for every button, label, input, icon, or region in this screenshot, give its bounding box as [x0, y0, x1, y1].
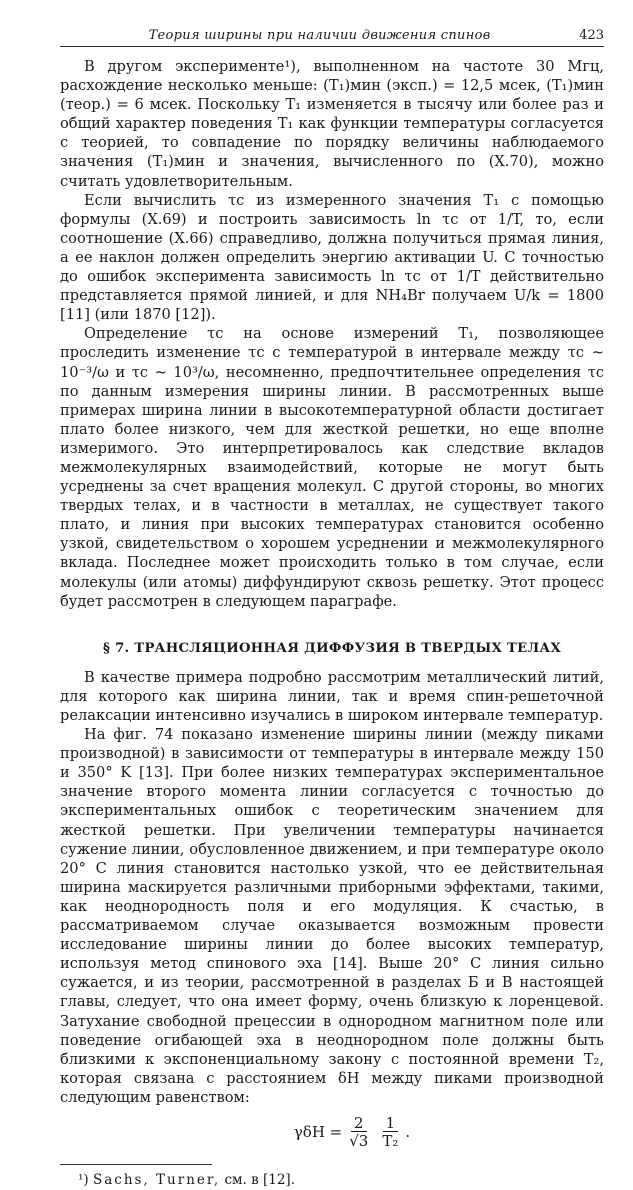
running-title: Теория ширины при наличии движения спинов	[148, 28, 491, 43]
paragraph: Определение τc на основе измерений T₁, позволяющее проследить изменение τc с температурой в интервале между τc ~ 10⁻³/ω и τc ~ 10³/ω, несомненно, предпочтительнее определения τc по данным измерения ширины линии. В рассмотренных выше примерах ширина линии в высокотемпературной области достигает плато более низкого, чем для жесткой решетки, но еще вполне измеримого. Это интерпретировалось как следствие вкладов межмолекулярных взаимодействий, которые не могут быть усреднены за счет вращения молекул. С другой стороны, во многих твердых телах, и в частности в металлах, не существует такого плато, и линия при высоких температурах становится особенно узкой, свидетельством о хорошем усреднении и межмолекулярного вклада. Последнее может происходить только в том случае, если молекулы (или атомы) диффундируют сквозь решетку. Этот процесс будет рассмотрен в следующем параграфе.	[60, 325, 604, 610]
equation	[100, 1115, 604, 1150]
fraction-denominator: T₂	[382, 1131, 399, 1150]
footnote	[60, 1171, 604, 1190]
running-header	[60, 28, 604, 47]
fraction-denominator: √3	[349, 1131, 369, 1150]
equation-period: .	[405, 1122, 411, 1141]
footnote-reference: см. в [12].	[224, 1171, 295, 1188]
fraction-one-over-t2	[379, 1115, 401, 1150]
fraction-numerator: 2	[351, 1115, 367, 1132]
footnote-authors: Sachs, Turner,	[92, 1171, 221, 1188]
paragraph: На фиг. 74 показано изменение ширины линии (между пиками производной) в зависимости от температуры в интервале между 150 и 350° K [13]. При более низких температурах экспериментальное значение второго момента линии согласуется с точностью до экспериментальных ошибок с теоретическим значением для жесткой решетки. При увеличении температуры начинается сужение линии, обусловленное движением, и при температуре около 20° C линия становится настолько узкой, что ее действительная ширина маскируется различными приборными эффектами, такими, как неоднородность поля и его модуляция. К счастью, в рассматриваемом случае оказывается возможным провести исследование ширины линии до более высоких температур, используя метод спинового эха [14]. Выше 20° C линия сильно сужается, и из теории, рассмотренной в разделах Б и В настоящей главы, следует, что она имеет форму, очень близкую к лоренцевой. Затухание свободной прецессии в однородном магнитном поле или поведение огибающей эха в неоднородном поле должны быть близкими к экспоненциальному закону с постоянной времени T₂, которая связана с расстоянием δH между пиками производной следующим равенством:	[60, 726, 604, 1106]
page-number: 423	[579, 28, 604, 43]
main-text	[60, 57, 604, 1190]
section-title: § 7. ТРАНСЛЯЦИОННАЯ ДИФФУЗИЯ В ТВЕРДЫХ ТЕЛАХ	[103, 640, 561, 656]
footnote-divider	[60, 1164, 212, 1165]
paragraph: Если вычислить τc из измеренного значения T₁ с помощью формулы (X.69) и построить зависимость ln τc от 1/T, то, если соотношение (X.66) справедливо, должна получиться прямая линия, а ее наклон должен определить энергию активации U. С точностью до ошибок эксперимента зависимость ln τc от 1/T действительно представляется прямой линией, и для NH₄Br получаем U/k = 1800 [11] (или 1870 [12]).	[60, 191, 604, 324]
fraction-numerator: 1	[383, 1115, 399, 1132]
footnote-marker: ¹)	[78, 1171, 89, 1188]
book-page	[60, 28, 604, 1190]
fraction-two-over-root-three	[346, 1115, 371, 1150]
paragraph: В качестве примера подробно рассмотрим металлический литий, для которого как ширина линии, так и время спин-решеточной релаксации интенсивно изучались в широком интервале температур.	[60, 668, 604, 724]
paragraph: В другом эксперименте¹), выполненном на частоте 30 Мгц, расхождение несколько меньше: (T₁)мин (эксп.) = 12,5 мсек, (T₁)мин (теор.) = 6 мсек. Поскольку T₁ изменяется в тысячу или более раз и общий характер поведения T₁ как функции температуры согласуется с теорией, то совпадение по порядку величины наблюдаемого значения (T₁)мин и значения, вычисленного по (X.70), можно считать удовлетворительным.	[60, 58, 604, 190]
equation-lhs: γδH =	[293, 1122, 343, 1141]
